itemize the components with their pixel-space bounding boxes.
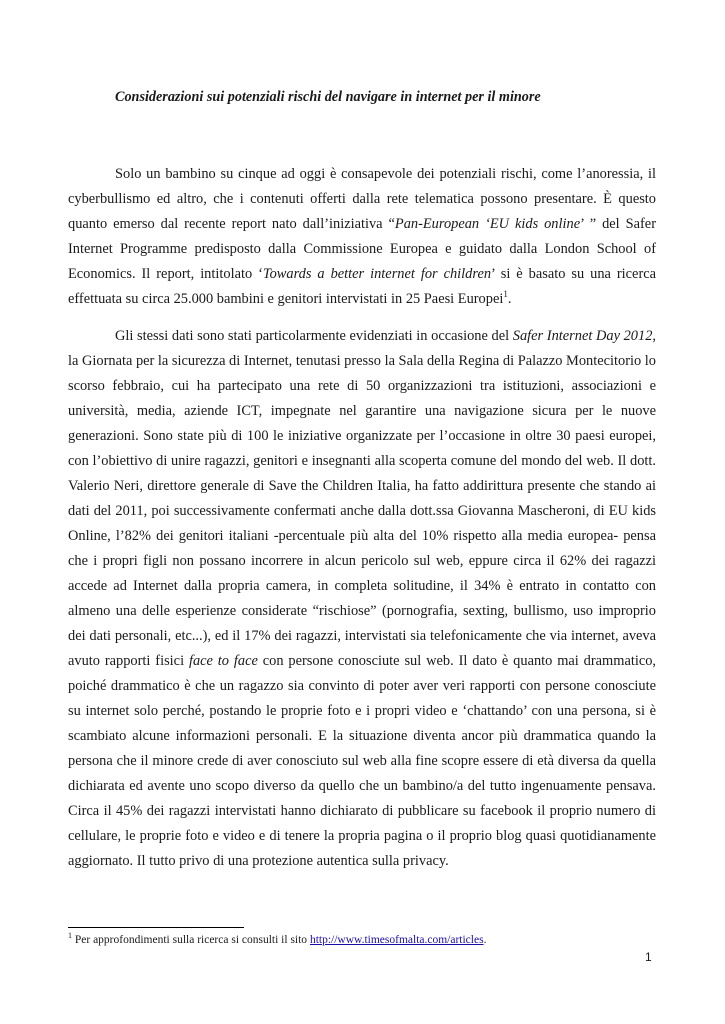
p1-text-3: ’ si è basato su una ricerca effettuata su circa 25.000 bambini e genitori intervistati in 25 Paesi Europei [68, 266, 657, 307]
footnote-reference[interactable]: 1 [503, 289, 508, 300]
p2-text-2: , la Giornata per la sicurezza di Internet, tenutasi presso la Sala della Regina di Palazzo Montecitorio lo scorso febbraio, cui ha partecipato una rete di 50 organizzazioni tra istituzioni, associazioni e università, media, aziende ICT, impegnate nel garantire una navigazione sicura per le nuove generazioni. Sono state più di 100 le iniziative organizzate per l’occasione in oltre 30 paesi europei, con l’obiettivo di unire ragazzi, genitori e insegnanti alla scoperta comune del mondo del web. Il dott. Valerio Neri, direttore generale di Save the Children Italia, ha fatto addirittura presente che stando ai dati del 2011, poi successivamente confermati anche dalla dott.ssa Giovanna Mascheroni, di EU kids Online, l’82% dei genitori italiani -percentuale più alta del 10% rispetto alla media europea- pensa che i propri figli non possano incorrere in alcun pericolo sul web, eppure circa il 62% dei ragazzi accede ad Internet dalla propria camera, in completa solitudine, il 34% è entrato in contatto con almeno una delle esperienze considerate “rischiose” (pornografia, sexting, bullismo, uso improprio dei dati personali, etc...), ed il 17% dei ragazzi, intervistati sia telefonicamente che via internet, aveva avuto rapporti fisici [68, 328, 656, 669]
paragraph-2 [68, 324, 656, 874]
footnote [68, 933, 668, 947]
p1-text-4: . [507, 291, 512, 307]
paragraph-1 [68, 162, 656, 312]
footnote-link[interactable]: http://www.timesofmalta.com/articles [309, 934, 484, 946]
p2-text-1: Gli stessi dati sono stati particolarmente evidenziati in occasione del [115, 328, 513, 344]
p2-italic-2: face to face [188, 653, 258, 669]
footnote-text: Per approfondimenti sulla ricerca si consulti il sito [72, 934, 310, 946]
p2-text-3: con persone conosciute sul web. Il dato è quanto mai drammatico, poiché drammatico è che un ragazzo sia convinto di poter aver veri rapporti con persone conosciute su internet solo perché, postando le proprie foto e i propri video e ‘chattando’ con una persona, si è scambiato alcune informazioni personali. E la situazione diventa ancor più drammatica quando la persona che il minore crede di aver conosciuto sul web alla fine scopre essere di età diversa da quella dichiarata ed avente uno scopo diverso da quello che un bambino/a del tutto ingenuamente pensava. Circa il 45% dei ragazzi intervistati hanno dichiarato di pubblicare su facebook il proprio numero di cellulare, le proprie foto e video e di tenere la propria pagina o il proprio blog quasi quotidianamente aggiornato. Il tutto privo di una protezione autentica sulla privacy. [68, 653, 657, 869]
p1-text-2: ’ ” del Safer Internet Programme predisposto dalla Commissione Europea e guidato dalla London School of Economics. Il report, intitolato ‘ [68, 216, 656, 282]
p1-italic-1: Pan-European ‘EU kids online [394, 216, 581, 232]
footnote-mark: 1 [68, 931, 72, 941]
page-number: 1 [645, 950, 652, 964]
p1-text-1: Solo un bambino su cinque ad oggi è consapevole dei potenziali rischi, come l’anoressia, il cyberbullismo ed altro, che i contenuti offerti dalla rete telematica possono presentare. È questo quanto emerso dal recente report nato dall’iniziativa “ [68, 166, 656, 232]
p2-italic-1: Safer Internet Day 2012 [512, 328, 653, 344]
footnote-separator [68, 927, 244, 928]
document-body [68, 162, 656, 874]
document-title: Considerazioni sui potenziali rischi del navigare in internet per il minore [115, 89, 541, 105]
footnote-end: . [483, 934, 487, 946]
p1-italic-2: Towards a better internet for children [262, 266, 492, 282]
